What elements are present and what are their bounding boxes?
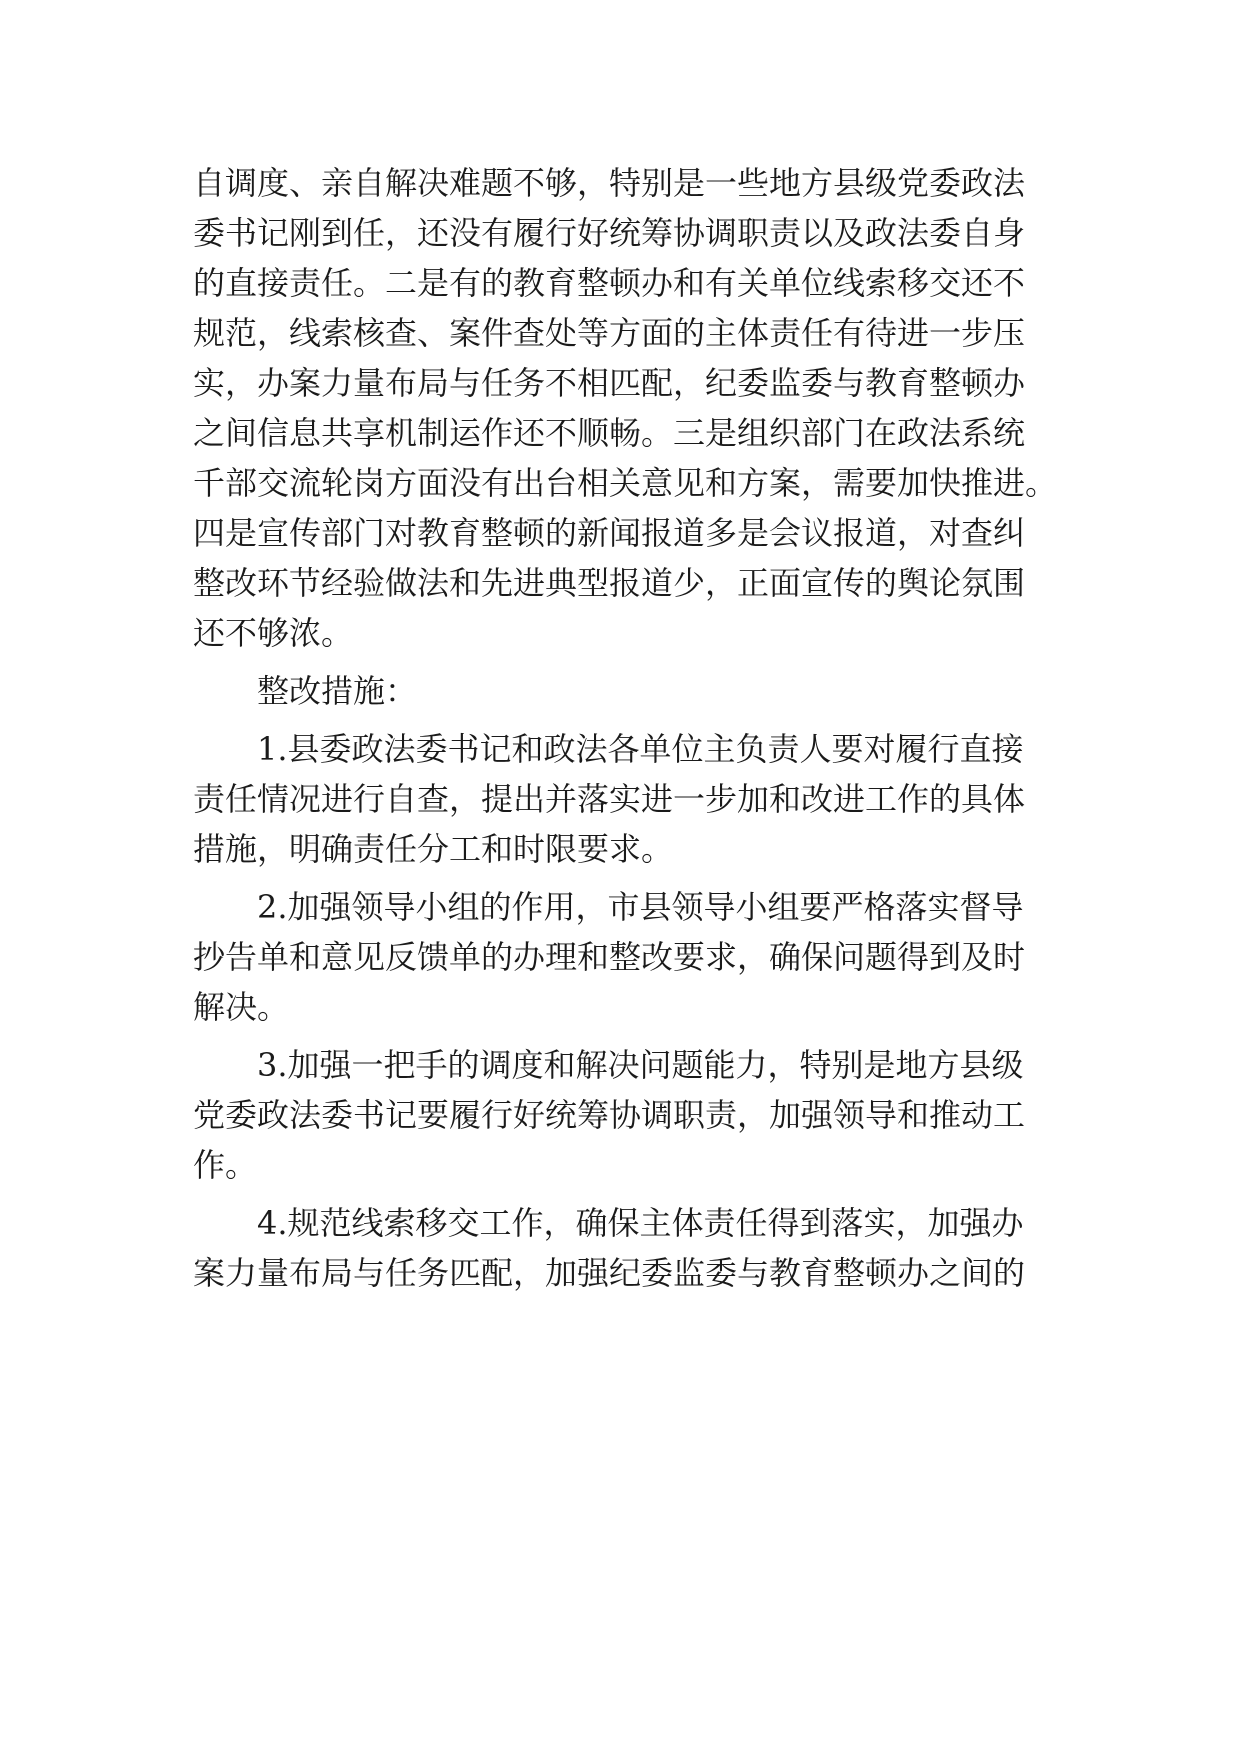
text-line: 抄告单和意见反馈单的办理和整改要求，确保问题得到及时 xyxy=(193,938,1026,976)
text-line: 之间信息共享机制运作还不顺畅。三是组织部门在政法系统 xyxy=(193,414,1026,452)
text-line: 整改环节经验做法和先进典型报道少，正面宣传的舆论氛围 xyxy=(193,564,1026,602)
text-line: 措施，明确责任分工和时限要求。 xyxy=(193,830,674,868)
text-line: 1.县委政法委书记和政法各单位主负责人要对履行直接 xyxy=(257,730,1024,768)
text-line: 4.规范线索移交工作，确保主体责任得到落实，加强办 xyxy=(257,1204,1024,1242)
measures-heading: 整改措施： xyxy=(257,672,418,710)
text-line: 责任情况进行自查，提出并落实进一步加和改进工作的具体 xyxy=(193,780,1026,818)
intro-paragraph xyxy=(193,158,1073,658)
text-line: 实，办案力量布局与任务不相匹配，纪委监委与教育整顿办 xyxy=(193,364,1026,402)
text-line: 3.加强一把手的调度和解决问题能力，特别是地方县级 xyxy=(257,1046,1024,1084)
text-line: 自调度、亲自解决难题不够，特别是一些地方县级党委政法 xyxy=(193,164,1026,202)
text-line: 委书记刚到任，还没有履行好统筹协调职责以及政法委自身 xyxy=(193,214,1026,252)
text-line: 案力量布局与任务匹配，加强纪委监委与教育整顿办之间的 xyxy=(193,1254,1026,1292)
measure-item-3 xyxy=(193,1040,1073,1190)
text-line: 党委政法委书记要履行好统筹协调职责，加强领导和推动工 xyxy=(193,1096,1026,1134)
text-line: 四是宣传部门对教育整顿的新闻报道多是会议报道，对查纠 xyxy=(193,514,1026,552)
text-line: 解决。 xyxy=(193,988,290,1026)
text-line: 作。 xyxy=(193,1146,258,1184)
measure-item-2 xyxy=(193,882,1073,1032)
text-line: 的直接责任。二是有的教育整顿办和有关单位线索移交还不 xyxy=(193,264,1026,302)
text-line: 2.加强领导小组的作用，市县领导小组要严格落实督导 xyxy=(257,888,1024,926)
measure-item-1 xyxy=(193,724,1073,874)
text-line: 千部交流轮岗方面没有出台相关意见和方案，需要加快推进。 xyxy=(193,464,1058,502)
document-body xyxy=(193,158,1073,1298)
text-line: 还不够浓。 xyxy=(193,614,354,652)
measure-item-4 xyxy=(193,1198,1073,1298)
text-line: 规范，线索核查、案件查处等方面的主体责任有待进一步压 xyxy=(193,314,1026,352)
measures-heading-block xyxy=(193,666,1073,716)
